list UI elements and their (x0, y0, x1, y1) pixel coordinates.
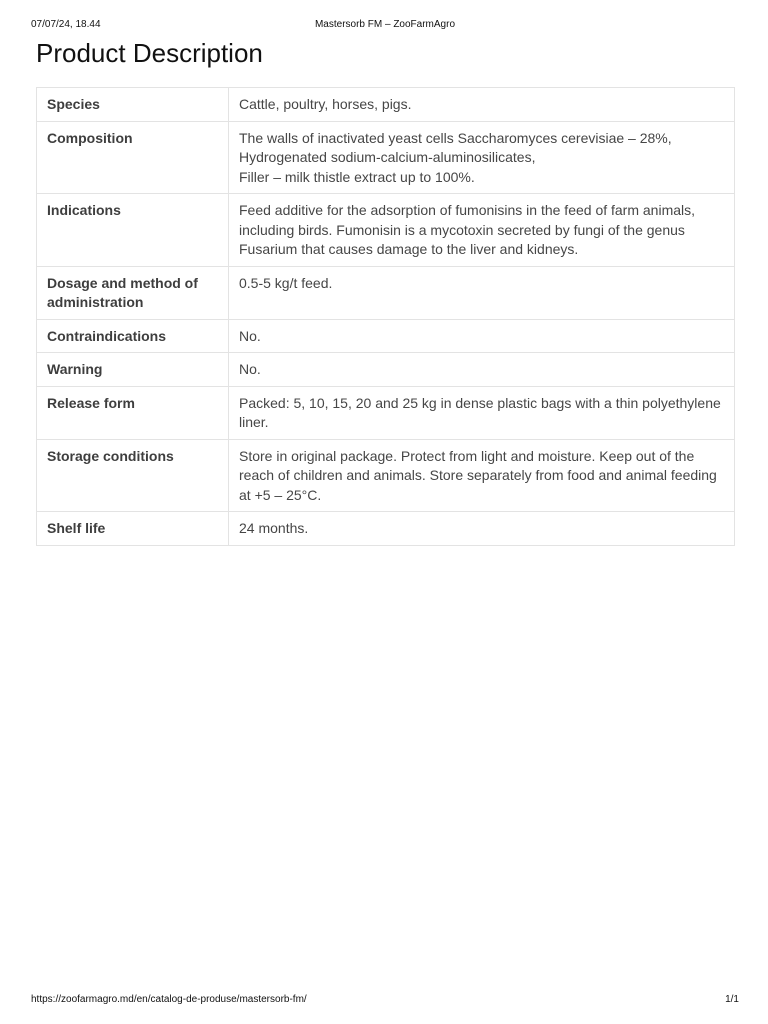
table-row (37, 266, 735, 319)
table-row (37, 88, 735, 122)
spec-value-storage: Store in original package. Protect from light and moisture. Keep out of the reach of children and animals. Store separately from food and animal feeding at +5 – 25°C. (229, 439, 735, 512)
product-spec-table (36, 87, 735, 546)
spec-label-warning: Warning (37, 353, 229, 387)
print-document-title: Mastersorb FM – ZooFarmAgro (314, 19, 456, 30)
table-row (37, 194, 735, 267)
page-number: 1/1 (725, 994, 739, 1005)
spec-label-release-form: Release form (37, 386, 229, 439)
table-row (37, 353, 735, 387)
spec-label-contraindications: Contraindications (37, 319, 229, 353)
spec-label-shelf-life: Shelf life (37, 512, 229, 546)
spec-value-dosage: 0.5-5 kg/t feed. (229, 266, 735, 319)
table-row (37, 439, 735, 512)
page-url: https://zoofarmagro.md/en/catalog-de-produse/mastersorb-fm/ (31, 994, 307, 1005)
print-datetime: 07/07/24, 18.44 (31, 19, 101, 30)
spec-value-composition: The walls of inactivated yeast cells Saccharomyces cerevisiae – 28%, Hydrogenated sodium-calcium-aluminosilicates, Filler – milk thistle extract up to 100%. (229, 121, 735, 194)
print-header (31, 19, 739, 33)
spec-value-species: Cattle, poultry, horses, pigs. (229, 88, 735, 122)
spec-label-indications: Indications (37, 194, 229, 267)
spec-value-release-form: Packed: 5, 10, 15, 20 and 25 kg in dense plastic bags with a thin polyethylene liner. (229, 386, 735, 439)
spec-value-shelf-life: 24 months. (229, 512, 735, 546)
spec-label-storage: Storage conditions (37, 439, 229, 512)
spec-label-composition: Composition (37, 121, 229, 194)
print-footer (31, 994, 739, 1008)
spec-value-indications: Feed additive for the adsorption of fumonisins in the feed of farm animals, including birds. Fumonisin is a mycotoxin secreted by fungi of the genus Fusarium that causes damage to the liver and kidneys. (229, 194, 735, 267)
table-row (37, 386, 735, 439)
table-row (37, 121, 735, 194)
table-row (37, 319, 735, 353)
table-row (37, 512, 735, 546)
spec-value-contraindications: No. (229, 319, 735, 353)
spec-label-dosage: Dosage and method of administration (37, 266, 229, 319)
spec-value-warning: No. (229, 353, 735, 387)
spec-label-species: Species (37, 88, 229, 122)
page-title: Product Description (36, 38, 263, 68)
